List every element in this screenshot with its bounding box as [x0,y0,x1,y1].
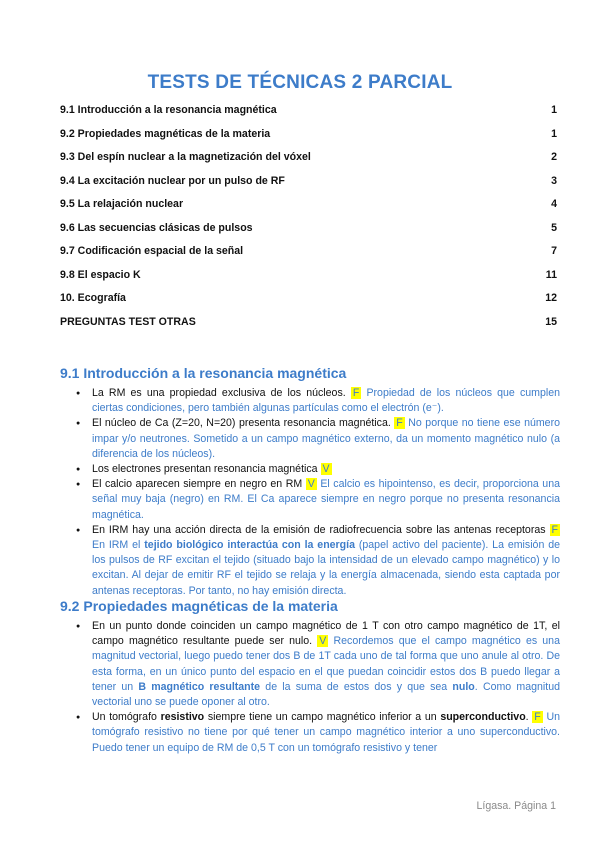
toc-entry[interactable] [60,101,557,125]
answer-badge: V [307,478,315,491]
list-item [92,477,560,523]
toc-entry[interactable] [60,289,557,313]
list-item [92,386,560,416]
explanation-text: (papel activo del paciente). La emisión de los pulsos de RF excitan el tejido (situado bajo la intensidad de un elevado campo magnético) y lo excitan. Al dejar de emitir RF el tejido se relaja y la energía almacenada, siendo esta captada por antenas receptoras. Por tanto, no hay emisión directa. [92,539,561,597]
section-heading: 9.2 Propiedades magnéticas de la materia [60,598,338,614]
toc-entry-label: 9.6 Las secuencias clásicas de pulsos [60,221,253,234]
toc-entry[interactable] [60,219,557,243]
toc-entry-page: 4 [551,198,557,210]
toc-entry-page: 7 [551,245,557,257]
toc-entry-page: 3 [551,174,557,187]
section-9-1 [60,364,560,599]
answer-badge: F [534,711,541,724]
question-text: siempre tiene un campo magnético inferior a un [207,711,437,724]
toc-entry-page: 15 [545,315,557,328]
list-item [92,710,560,756]
toc-entry[interactable] [60,148,557,172]
answer-badge: V [319,635,327,648]
explanation-text: de la suma de estos dos y que sea [265,680,448,693]
toc-entry-page: 5 [551,221,557,234]
question-text: . [525,711,529,724]
toc-entry[interactable] [60,313,557,337]
question-text: La RM es una propiedad exclusiva de los núcleos. [92,387,346,399]
toc-entry-label: 9.7 Codificación espacial de la señal [60,245,244,257]
question-text: En IRM hay una acción directa de la emisión de radiofrecuencia sobre las antenas receptoras [92,523,546,536]
section-9-2 [60,597,560,756]
question-text: En un punto donde coinciden un campo magnético de 1 T con otro campo magnético de 1T, el campo magnético resultante puede ser nulo. [92,620,560,648]
question-text: El núcleo de Ca (Z=20, N=20) presenta resonancia magnética. [92,417,391,430]
list-item [92,462,560,477]
toc-entry-page: 1 [551,104,557,116]
explanation-text: El calcio es hipointenso, es decir, proporciona una señal muy baja (negro) en RM. El Ca aparece siempre en negro porque no presenta resonancia magnética. [92,478,560,521]
toc-entry-label: 9.4 La excitación nuclear por un pulso de RF [60,174,285,187]
table-of-contents [60,101,557,336]
question-emphasis: resistivo [160,711,205,724]
answer-badge: V [322,463,330,476]
explanation-emphasis: B magnético resultante [138,680,261,693]
toc-entry[interactable] [60,172,557,196]
toc-entry-label: 10. Ecografía [60,292,126,304]
explanation-text: . Como magnitud vectorial uno se puede oponer al otro. [92,680,560,709]
toc-entry-label: 9.5 La relajación nuclear [60,198,184,210]
toc-entry-page: 2 [551,151,557,163]
toc-entry-page: 1 [551,127,557,140]
question-list [60,386,560,599]
question-text: Los electrones presentan resonancia magnética [92,463,318,476]
toc-entry[interactable] [60,125,557,149]
answer-badge: F [551,523,558,536]
toc-entry-page: 11 [545,268,557,281]
page-footer: Lígasa. Página 1 [476,800,556,812]
list-item [92,416,560,462]
explanation-text: En IRM el [92,539,141,552]
section-heading: 9.1 Introducción a la resonancia magnética [60,365,347,381]
toc-entry[interactable] [60,195,557,219]
explanation-emphasis: nulo [452,680,475,693]
toc-entry-label: PREGUNTAS TEST OTRAS [60,315,196,328]
toc-entry[interactable] [60,266,557,290]
answer-badge: F [352,387,360,399]
explanation-emphasis: tejido biológico interactúa con la energía [144,539,355,552]
list-item [92,523,560,599]
question-text: Un tomógrafo [92,711,157,724]
toc-entry-page: 12 [545,292,557,304]
toc-entry[interactable] [60,242,557,266]
answer-badge: F [396,417,403,430]
toc-entry-label: 9.2 Propiedades magnéticas de la materia [60,127,271,140]
list-item [92,619,560,710]
explanation-text: Un tomógrafo resistivo no tiene por qué tener un campo magnético interior a uno superconductivo. Puedo tener un equipo de RM de 0,5 T con un tomógrafo resistivo y tener [92,711,560,754]
toc-entry-label: 9.8 El espacio K [60,268,141,281]
explanation-text: Recordemos que el campo magnético es una magnitud vectorial, luego puedo tener dos B de 1T cada uno de tal forma que uno anule al otro. De esta forma, en un único punto del espacio en el que puedan coincidir estos dos B puedo llegar a tener un [92,635,560,693]
explanation-text: No porque no tiene ese número impar y/o neutrones. Sometido a un campo magnético externo, da un momento magnético nulo (a diferencia de los núcleos). [92,417,560,460]
toc-entry-label: 9.1 Introducción a la resonancia magnética [60,104,277,116]
toc-entry-label: 9.3 Del espín nuclear a la magnetización del vóxel [60,151,311,163]
question-text: El calcio aparecen siempre en negro en RM [92,478,303,491]
question-list [60,619,560,756]
explanation-text: Propiedad de los núcleos que cumplen ciertas condiciones, pero también algunas partículas como el electrón (e⁻). [92,387,560,415]
document-title: TESTS DE TÉCNICAS 2 PARCIAL [147,72,453,93]
question-emphasis: superconductivo [440,711,526,724]
